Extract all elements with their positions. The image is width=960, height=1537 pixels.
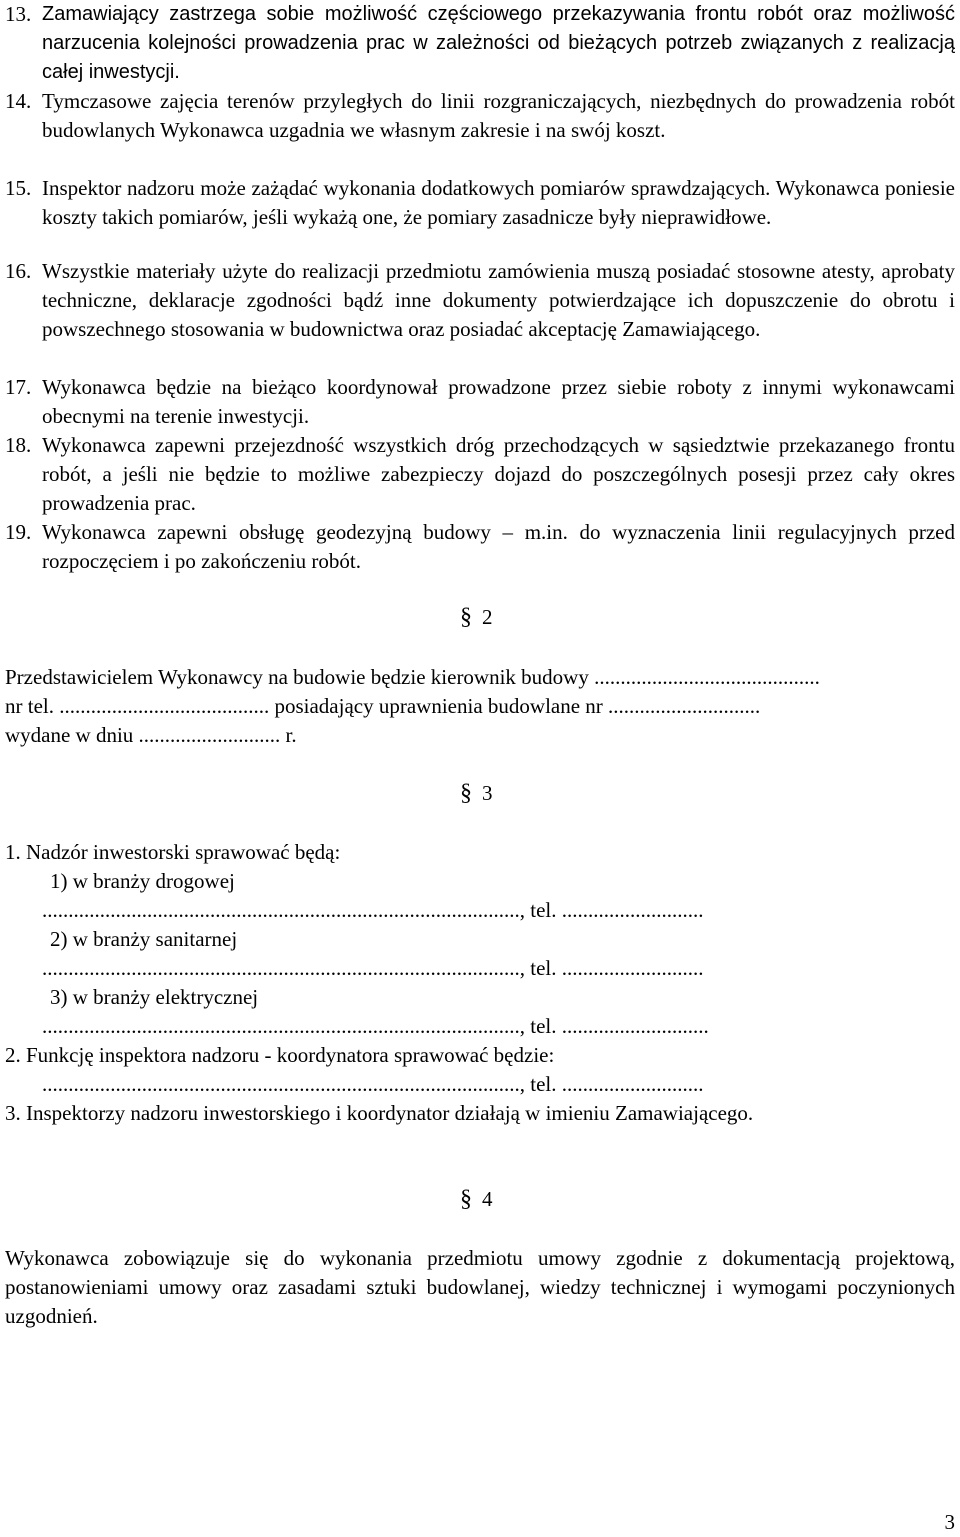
item-text: Wykonawca zapewni przejezdność wszystkich dróg przechodzących w sąsiedztwie przekazanego frontu robót, a jeśli nie będzie to możliwe zabezpieczy dojazd do poszczególnych posesji przez cały okres prowadzenia prac. <box>42 433 955 515</box>
branch-electrical-fill-line: ..........................................................................................., tel. ............................ <box>42 1014 709 1038</box>
representative-line-1: Przedstawicielem Wykonawcy na budowie będzie kierownik budowy ........................................... <box>5 665 820 689</box>
branch-sanitary-fill-line: ..........................................................................................., tel. ........................... <box>42 956 704 980</box>
item-number: 16. <box>5 259 32 283</box>
item-15 <box>5 174 955 232</box>
branch-road-fill-line: ..........................................................................................., tel. ........................... <box>42 898 704 922</box>
item-number: 15. <box>5 176 32 200</box>
representative-line-3: wydane w dniu ........................... r. <box>5 723 297 747</box>
section-number: 4 <box>482 1187 493 1211</box>
item-text: Wszystkie materiały użyte do realizacji przedmiotu zamówienia muszą posiadać stosowne atesty, aprobaty techniczne, deklaracje zgodności bądź inne dokumenty potwierdzające ich dopuszczenie do obrotu i powszechnego stosowania w budownictwa oraz posiadać akceptację Zamawiającego. <box>42 259 955 341</box>
supervision-point-1: 1. Nadzór inwestorski sprawować będą: <box>5 840 341 864</box>
branch-sanitary: 2) w branży sanitarnej <box>50 927 238 951</box>
coordinator-fill-line: ..........................................................................................., tel. ........................... <box>42 1072 704 1096</box>
item-17 <box>5 373 955 431</box>
page-number: 3 <box>944 1510 955 1534</box>
item-text: Tymczasowe zajęcia terenów przyległych do linii rozgraniczających, niezbędnych do prowadzenia robót budowlanych Wykonawca uzgadnia we własnym zakresie i na swój koszt. <box>42 89 955 142</box>
branch-road: 1) w branży drogowej <box>50 869 235 893</box>
item-19 <box>5 518 955 576</box>
item-14 <box>5 87 955 145</box>
item-number: 14. <box>5 89 32 113</box>
supervision-point-3: 3. Inspektorzy nadzoru inwestorskiego i koordynator działają w imieniu Zamawiającego. <box>5 1101 754 1125</box>
item-18 <box>5 431 955 518</box>
section-sign-icon: § <box>460 604 472 630</box>
item-13 <box>5 0 955 87</box>
item-text: Inspektor nadzoru może zażądać wykonania dodatkowych pomiarów sprawdzających. Wykonawca poniesie koszty takich pomiarów, jeśli wykażą one, że pomiary zasadnicze były nieprawidłowe. <box>42 176 955 229</box>
item-16 <box>5 257 955 344</box>
section-sign-icon: § <box>460 780 472 806</box>
representative-line-2: nr tel. ........................................ posiadający uprawnienia budowlane nr ............................. <box>5 694 761 718</box>
item-text: Wykonawca będzie na bieżąco koordynował prowadzone przez siebie roboty z innymi wykonawcami obecnymi na terenie inwestycji. <box>42 375 955 428</box>
section-sign-icon: § <box>460 1186 472 1212</box>
section-heading-3 <box>460 780 493 807</box>
item-number: 13. <box>5 2 32 26</box>
section-heading-4 <box>460 1186 493 1213</box>
item-text: Zamawiający zastrzega sobie możliwość częściowego przekazywania frontu robót oraz możliwość narzucenia kolejności prowadzenia prac w zależności od bieżących potrzeb związanych z realizacją całej inwestycji. <box>42 3 955 83</box>
item-text: Wykonawca zapewni obsługę geodezyjną budowy – m.in. do wyznaczenia linii regulacyjnych przed rozpoczęciem i po zakończeniu robót. <box>42 520 955 573</box>
section-4-paragraph: Wykonawca zobowiązuje się do wykonania przedmiotu umowy zgodnie z dokumentacją projektową, postanowieniami umowy oraz zasadami sztuki budowlanej, wiedzy technicznej i wymogami poczynionych uzgodnień. <box>5 1246 955 1328</box>
item-number: 18. <box>5 433 32 457</box>
item-number: 17. <box>5 375 32 399</box>
item-number: 19. <box>5 520 32 544</box>
supervision-point-2: 2. Funkcję inspektora nadzoru - koordynatora sprawować będzie: <box>5 1043 555 1067</box>
section-number: 2 <box>482 605 493 629</box>
branch-electrical: 3) w branży elektrycznej <box>50 985 259 1009</box>
section-heading-2 <box>460 604 493 631</box>
section-number: 3 <box>482 781 493 805</box>
